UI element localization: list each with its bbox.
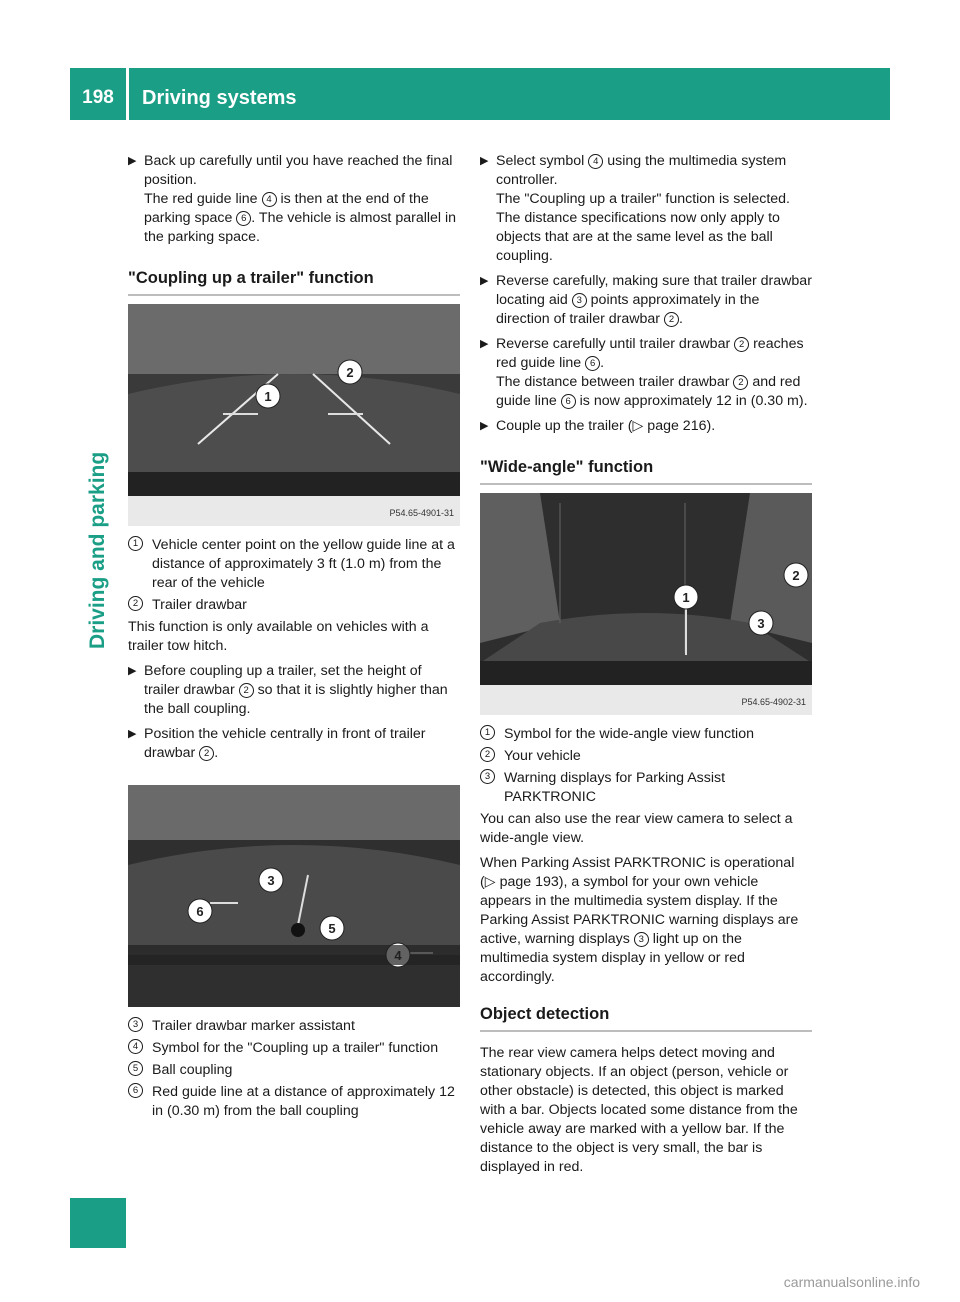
legend-item: 1 Symbol for the wide-angle view function — [480, 725, 812, 744]
svg-text:2: 2 — [792, 568, 800, 583]
legend-item: 5 Ball coupling — [128, 1061, 460, 1080]
instruction-step: ▶ Select symbol 4 using the multimedia system controller. The "Coupling up a trailer" function is selected. The distance specifications now only apply to objects that are at the same level as the ball coupling. — [480, 153, 790, 264]
section-heading: Object detection — [480, 1005, 812, 1032]
legend-item: 2 Trailer drawbar — [128, 596, 460, 615]
svg-text:3: 3 — [757, 616, 765, 631]
page-header — [70, 68, 890, 120]
svg-text:2: 2 — [346, 365, 354, 380]
legend-item: 1 Vehicle center point on the yellow guide line at a distance of approximately 3 ft (1.0 m) from the rear of the vehicle — [128, 536, 460, 593]
page-link[interactable]: page 216). — [643, 418, 716, 434]
left-column — [128, 152, 460, 1124]
step-arrow-icon: ▶ — [480, 420, 489, 432]
ref-marker: 6 — [236, 211, 251, 226]
svg-text:1: 1 — [264, 389, 272, 404]
paragraph: You can also use the rear view camera to select a wide-angle view. — [480, 811, 793, 846]
legend-item: 2 Your vehicle — [480, 747, 812, 766]
ref-marker: 2 — [199, 746, 214, 761]
instruction-step: ▶ Back up carefully until you have reached the final position. The red guide line 4 is then at the end of the parking space 6 . The vehicle is almost parallel in the parking space. — [128, 153, 457, 245]
ref-marker: 2 — [664, 312, 679, 327]
page-title: Driving systems — [142, 87, 297, 109]
svg-text:6: 6 — [196, 904, 204, 919]
camera-view-graphic — [128, 785, 460, 1007]
ref-marker: 4 — [262, 192, 277, 207]
page-ref-arrow-icon: ▷ — [632, 418, 644, 434]
image-code: P54.65-4902-31 — [741, 697, 806, 707]
svg-text:1: 1 — [682, 590, 690, 605]
camera-view-graphic — [128, 304, 460, 526]
ref-marker: 2 — [239, 683, 254, 698]
paragraph: The rear view camera helps detect moving and stationary objects. If an object (person, vehicle or other obstacle) is detected, this object is marked with a bar. Objects located some distance from the vehicle away are marked with a yellow bar. If the distance to the object is very small, the bar is displayed in red. — [480, 1045, 798, 1175]
right-column — [480, 152, 812, 1183]
legend-item: 3 Trailer drawbar marker assistant — [128, 1017, 460, 1036]
instruction-step: ▶ Before coupling up a trailer, set the height of trailer drawbar 2 so that it is slightly higher than the ball coupling. — [128, 663, 448, 717]
svg-text:5: 5 — [328, 921, 336, 936]
step-arrow-icon: ▶ — [480, 155, 489, 167]
camera-image-trailer-assist — [128, 785, 460, 1007]
camera-image-wide-angle — [480, 493, 812, 715]
step-arrow-icon: ▶ — [128, 155, 137, 167]
watermark: carmanualsonline.info — [783, 1274, 920, 1290]
image-code: P54.65-4901-31 — [389, 508, 454, 518]
header-divider — [126, 68, 129, 120]
step-arrow-icon: ▶ — [128, 728, 137, 740]
instruction-step: ▶ Reverse carefully, making sure that trailer drawbar locating aid 3 points approximately in the direction of trailer drawbar 2 . — [480, 273, 812, 327]
legend-item: 3 Warning displays for Parking Assist PARKTRONIC — [480, 769, 812, 807]
section-tab: Driving and parking — [86, 451, 109, 649]
section-heading: "Wide-angle" function — [480, 458, 812, 485]
svg-text:3: 3 — [267, 873, 275, 888]
camera-view-graphic — [480, 493, 812, 715]
step-arrow-icon: ▶ — [480, 275, 489, 287]
section-marker — [70, 1198, 126, 1248]
legend-item: 6 Red guide line at a distance of approximately 12 in (0.30 m) from the ball coupling — [128, 1083, 460, 1121]
camera-image-coupling — [128, 304, 460, 526]
ref-marker: 4 — [588, 154, 603, 169]
ref-marker: 2 — [734, 337, 749, 352]
page-number: 198 — [82, 87, 114, 108]
page-link[interactable]: page 193), a symbol for your own vehicle appears in the multimedia system display. If the Parking Assist PARKTRONIC warning displays are active, warning displays — [480, 874, 799, 947]
section-heading: "Coupling up a trailer" function — [128, 269, 460, 296]
paragraph: When Parking Assist PARKTRONIC is operational (▷ page 193), a symbol for your own vehicle appears in the multimedia system display. If the Parking Assist PARKTRONIC warning displays are active, warning displays 3 light up on the multimedia system display in yellow or red accordingly. — [480, 855, 799, 985]
step-arrow-icon: ▶ — [128, 665, 137, 677]
instruction-step: ▶ Couple up the trailer (▷ page 216). — [480, 418, 716, 434]
ref-marker: 3 — [572, 293, 587, 308]
instruction-step: ▶ Position the vehicle centrally in front of trailer drawbar 2 . — [128, 726, 426, 761]
ref-marker: 3 — [634, 932, 649, 947]
legend-item: 4 Symbol for the "Coupling up a trailer" function — [128, 1039, 460, 1058]
ref-marker: 2 — [733, 375, 748, 390]
step-arrow-icon: ▶ — [480, 338, 489, 350]
paragraph: This function is only available on vehicles with a trailer tow hitch. — [128, 619, 429, 654]
ref-marker: 6 — [561, 394, 576, 409]
page-ref-arrow-icon: ▷ — [484, 874, 496, 890]
ref-marker: 6 — [585, 356, 600, 371]
instruction-step: ▶ Reverse carefully until trailer drawbar 2 reaches red guide line 6 . The distance between trailer drawbar 2 and red guide line 6 is now approximately 12 in (0.30 m). — [480, 336, 808, 409]
